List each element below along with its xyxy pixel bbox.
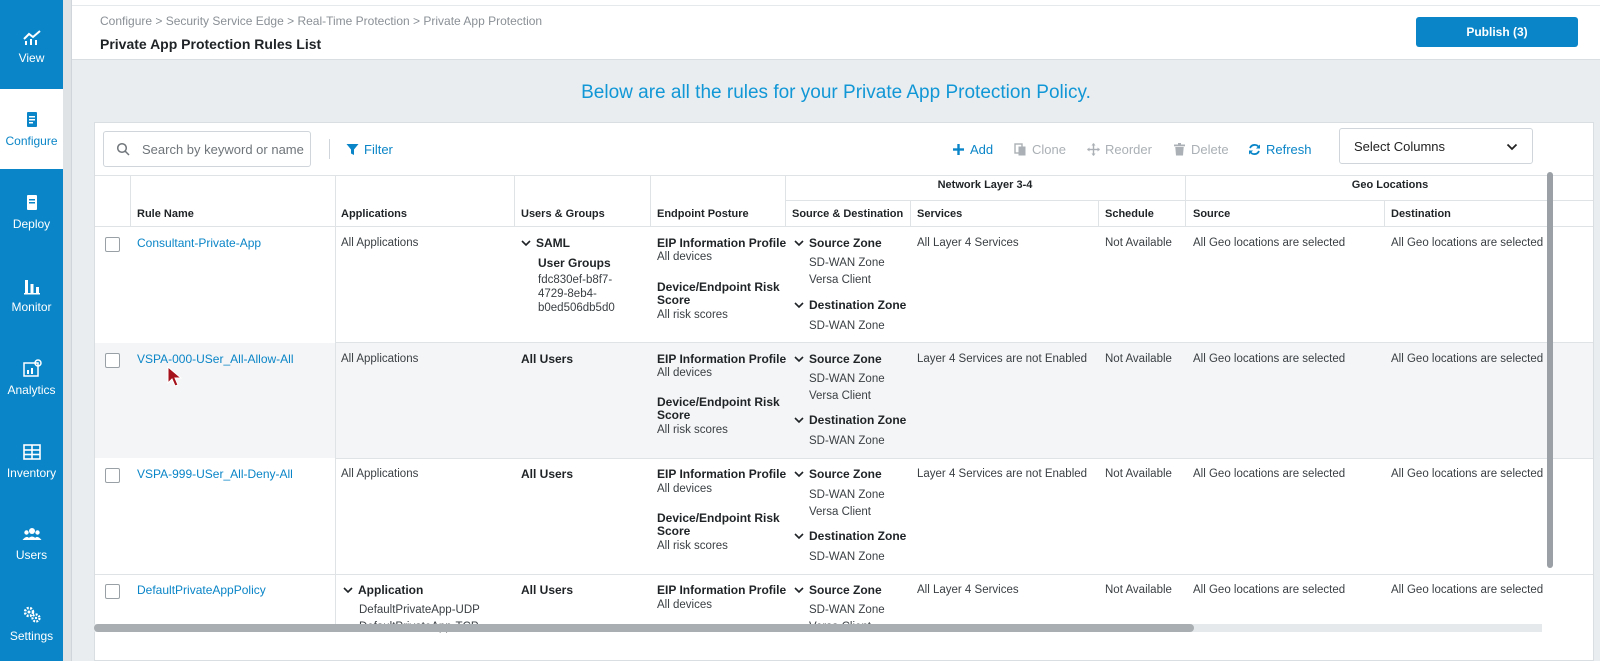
users-value: All Users bbox=[521, 467, 574, 481]
page-header bbox=[72, 0, 1600, 60]
header-top-line bbox=[72, 0, 1600, 6]
zone-value: SD-WAN Zone bbox=[809, 435, 885, 447]
deploy-icon bbox=[22, 193, 42, 213]
document-icon bbox=[22, 110, 42, 130]
group-id-line: 4729-8eb4- bbox=[538, 288, 597, 300]
rule-name-link[interactable]: Consultant-Private-App bbox=[137, 236, 262, 250]
risk-score-label: Score bbox=[657, 293, 691, 307]
risk-score-value: All risk scores bbox=[657, 309, 728, 321]
geo-source-value: All Geo locations are selected bbox=[1193, 584, 1346, 596]
column-divider bbox=[130, 176, 131, 226]
sidebar-item-configure[interactable] bbox=[0, 89, 63, 169]
toolbar-divider bbox=[329, 139, 330, 159]
risk-score-label: Device/Endpoint Risk bbox=[657, 511, 780, 525]
column-header-geo-destination[interactable]: Destination bbox=[1391, 208, 1451, 220]
sidebar-item-label: Settings bbox=[9, 629, 54, 643]
eip-profile-label: EIP Information Profile bbox=[657, 352, 787, 366]
filter-label: Filter bbox=[364, 142, 393, 157]
sidebar-item-deploy[interactable] bbox=[0, 172, 63, 252]
sidebar-item-analytics[interactable] bbox=[0, 338, 63, 418]
column-header-endpoint-posture[interactable]: Endpoint Posture bbox=[657, 208, 749, 220]
filter-button[interactable] bbox=[346, 123, 393, 176]
chevron-down-icon bbox=[794, 415, 804, 425]
eip-profile-value: All devices bbox=[657, 483, 712, 495]
eip-profile-value: All devices bbox=[657, 251, 712, 263]
risk-score-label: Device/Endpoint Risk bbox=[657, 280, 780, 294]
table-row[interactable] bbox=[95, 343, 1594, 458]
toolbar bbox=[95, 123, 1594, 176]
add-button[interactable] bbox=[952, 123, 993, 176]
eip-profile-value: All devices bbox=[657, 599, 712, 611]
chart-icon bbox=[22, 27, 42, 47]
column-header-geo-source[interactable]: Source bbox=[1193, 208, 1231, 220]
source-zone-label: Source Zone bbox=[809, 352, 882, 366]
group-id-line: b0ed506db5d0 bbox=[538, 302, 615, 314]
row-checkbox[interactable] bbox=[105, 237, 120, 252]
chevron-down-icon bbox=[794, 469, 804, 479]
sidebar-item-monitor[interactable] bbox=[0, 255, 63, 335]
chevron-down-icon bbox=[794, 585, 804, 595]
reorder-button[interactable] bbox=[1087, 123, 1152, 176]
geo-destination-value: All Geo locations are selected bbox=[1391, 237, 1544, 249]
select-columns-label: Select Columns bbox=[1354, 138, 1446, 154]
plus-icon bbox=[952, 143, 965, 156]
filter-icon bbox=[346, 143, 359, 156]
row-checkbox[interactable] bbox=[105, 468, 120, 483]
column-divider bbox=[1384, 200, 1385, 226]
vertical-scrollbar[interactable] bbox=[1547, 172, 1553, 568]
column-header-applications[interactable]: Applications bbox=[341, 208, 408, 220]
services-value: Layer 4 Services are not Enabled bbox=[917, 468, 1088, 480]
application-group-toggle[interactable] bbox=[343, 582, 423, 598]
mouse-cursor-icon bbox=[167, 366, 183, 388]
source-zone-toggle[interactable] bbox=[794, 582, 882, 598]
zone-value: Versa Client bbox=[809, 390, 872, 402]
sidebar-item-settings[interactable] bbox=[0, 584, 63, 661]
refresh-icon bbox=[1248, 143, 1261, 156]
select-columns-dropdown[interactable] bbox=[1339, 128, 1533, 164]
add-label: Add bbox=[970, 142, 994, 157]
column-divider bbox=[650, 176, 651, 226]
source-zone-label: Source Zone bbox=[809, 236, 882, 250]
rule-name-link[interactable]: DefaultPrivateAppPolicy bbox=[137, 583, 266, 597]
column-divider bbox=[1185, 176, 1186, 226]
schedule-value: Not Available bbox=[1105, 353, 1172, 365]
source-zone-toggle[interactable] bbox=[794, 466, 882, 482]
applications-value: All Applications bbox=[341, 237, 419, 249]
geo-source-value: All Geo locations are selected bbox=[1193, 353, 1346, 365]
horizontal-scrollbar[interactable] bbox=[94, 624, 1194, 632]
destination-zone-toggle[interactable] bbox=[794, 297, 906, 313]
sidebar-item-label: Analytics bbox=[7, 383, 56, 397]
destination-zone-label: Destination Zone bbox=[809, 298, 907, 312]
chevron-down-icon bbox=[343, 585, 353, 595]
geo-source-value: All Geo locations are selected bbox=[1193, 468, 1346, 480]
zone-value: Versa Client bbox=[809, 506, 872, 518]
services-value: Layer 4 Services are not Enabled bbox=[917, 353, 1088, 365]
zone-value: SD-WAN Zone bbox=[809, 373, 885, 385]
delete-label: Delete bbox=[1191, 142, 1229, 157]
destination-zone-toggle[interactable] bbox=[794, 412, 906, 428]
source-zone-toggle[interactable] bbox=[794, 351, 882, 367]
rule-name-link[interactable]: VSPA-999-USer_All-Deny-All bbox=[137, 467, 293, 481]
column-header-users-groups[interactable]: Users & Groups bbox=[521, 208, 605, 220]
column-header-source-destination[interactable]: Source & Destination bbox=[792, 208, 904, 220]
row-checkbox[interactable] bbox=[105, 353, 120, 368]
column-divider bbox=[335, 176, 336, 626]
publish-button[interactable]: Publish (3) bbox=[1416, 17, 1578, 47]
zone-value: Versa Client bbox=[809, 274, 872, 286]
column-header-rule-name[interactable]: Rule Name bbox=[137, 208, 194, 220]
zone-value: SD-WAN Zone bbox=[809, 257, 885, 269]
zone-value: SD-WAN Zone bbox=[809, 551, 885, 563]
risk-score-value: All risk scores bbox=[657, 540, 728, 552]
sidebar bbox=[0, 0, 63, 661]
table-row[interactable] bbox=[95, 227, 1594, 342]
reorder-label: Reorder bbox=[1105, 142, 1152, 157]
schedule-value: Not Available bbox=[1105, 237, 1172, 249]
source-zone-label: Source Zone bbox=[809, 467, 882, 481]
geo-source-value: All Geo locations are selected bbox=[1193, 237, 1346, 249]
row-checkbox[interactable] bbox=[105, 584, 120, 599]
geo-destination-value: All Geo locations are selected bbox=[1391, 468, 1544, 480]
eip-profile-value: All devices bbox=[657, 367, 712, 379]
saml-label: SAML bbox=[536, 236, 570, 250]
trash-icon bbox=[1173, 143, 1186, 156]
applications-value: All Applications bbox=[341, 353, 419, 365]
eip-profile-label: EIP Information Profile bbox=[657, 236, 787, 250]
inventory-icon bbox=[22, 442, 42, 462]
sidebar-item-users[interactable] bbox=[0, 503, 63, 583]
risk-score-label: Score bbox=[657, 524, 691, 538]
sidebar-item-label: Inventory bbox=[6, 466, 57, 480]
clone-button[interactable] bbox=[1014, 123, 1066, 176]
chevron-down-icon bbox=[521, 238, 531, 248]
application-value: DefaultPrivateApp-UDP bbox=[359, 604, 480, 616]
chevron-down-icon bbox=[1506, 141, 1518, 153]
chevron-down-icon bbox=[794, 531, 804, 541]
source-zone-label: Source Zone bbox=[809, 583, 882, 597]
chevron-down-icon bbox=[794, 354, 804, 364]
column-divider bbox=[910, 200, 911, 226]
risk-score-label: Device/Endpoint Risk bbox=[657, 395, 780, 409]
bar-chart-icon bbox=[22, 276, 42, 296]
sidebar-item-label: View bbox=[18, 51, 45, 65]
services-value: All Layer 4 Services bbox=[917, 237, 1019, 249]
users-value: All Users bbox=[521, 583, 574, 597]
user-groups-label: User Groups bbox=[538, 256, 611, 270]
risk-score-value: All risk scores bbox=[657, 424, 728, 436]
gear-icon bbox=[22, 605, 42, 625]
chevron-down-icon bbox=[794, 300, 804, 310]
destination-zone-label: Destination Zone bbox=[809, 529, 907, 543]
sidebar-item-inventory[interactable] bbox=[0, 421, 63, 501]
schedule-value: Not Available bbox=[1105, 584, 1172, 596]
move-icon bbox=[1087, 143, 1100, 156]
rules-card bbox=[94, 122, 1594, 661]
column-header-services[interactable]: Services bbox=[917, 208, 963, 220]
column-divider bbox=[514, 176, 515, 226]
sidebar-item-label: Deploy bbox=[12, 217, 51, 231]
sidebar-item-label: Users bbox=[15, 548, 48, 562]
sidebar-edge bbox=[63, 0, 72, 661]
sidebar-item-view[interactable] bbox=[0, 6, 63, 86]
column-divider bbox=[1098, 200, 1099, 226]
clone-icon bbox=[1014, 143, 1027, 156]
clone-label: Clone bbox=[1032, 142, 1066, 157]
refresh-label: Refresh bbox=[1266, 142, 1312, 157]
search-icon bbox=[116, 142, 130, 156]
geo-destination-value: All Geo locations are selected bbox=[1391, 353, 1544, 365]
column-header-schedule[interactable]: Schedule bbox=[1105, 208, 1154, 220]
group-geo-locations: Geo Locations bbox=[1351, 179, 1429, 191]
destination-zone-toggle[interactable] bbox=[794, 528, 906, 544]
risk-score-label: Score bbox=[657, 408, 691, 422]
applications-value: All Applications bbox=[341, 468, 419, 480]
breadcrumb[interactable]: Configure > Security Service Edge > Real-Time Protection > Private App Protection bbox=[100, 14, 543, 28]
zone-value: SD-WAN Zone bbox=[809, 489, 885, 501]
policy-banner: Below are all the rules for your Private App Protection Policy. bbox=[581, 82, 1091, 103]
eip-profile-label: EIP Information Profile bbox=[657, 467, 787, 481]
users-value: All Users bbox=[521, 352, 574, 366]
sidebar-item-label: Monitor bbox=[11, 300, 52, 314]
source-zone-toggle[interactable] bbox=[794, 235, 882, 251]
search-placeholder: Search by keyword or name bbox=[142, 141, 304, 157]
destination-zone-label: Destination Zone bbox=[809, 413, 907, 427]
analytics-icon bbox=[22, 359, 42, 379]
rule-name-link[interactable]: VSPA-000-USer_All-Allow-All bbox=[137, 352, 294, 366]
zone-value: SD-WAN Zone bbox=[809, 604, 885, 616]
services-value: All Layer 4 Services bbox=[917, 584, 1019, 596]
sidebar-item-label: Configure bbox=[5, 134, 58, 148]
table-row[interactable] bbox=[95, 459, 1594, 574]
application-label: Application bbox=[358, 583, 424, 597]
users-icon bbox=[22, 524, 42, 544]
eip-profile-label: EIP Information Profile bbox=[657, 583, 787, 597]
group-header-divider bbox=[785, 200, 1594, 201]
delete-button[interactable] bbox=[1173, 123, 1229, 176]
page-title: Private App Protection Rules List bbox=[100, 36, 322, 52]
chevron-down-icon bbox=[794, 238, 804, 248]
group-network-layer: Network Layer 3-4 bbox=[937, 179, 1033, 191]
column-divider bbox=[785, 176, 786, 226]
group-id-line: fdc830ef-b8f7- bbox=[538, 274, 613, 286]
refresh-button[interactable] bbox=[1248, 123, 1312, 176]
search-input[interactable] bbox=[103, 131, 311, 167]
schedule-value: Not Available bbox=[1105, 468, 1172, 480]
zone-value: SD-WAN Zone bbox=[809, 320, 885, 332]
saml-group-toggle[interactable] bbox=[521, 235, 570, 251]
geo-destination-value: All Geo locations are selected bbox=[1391, 584, 1544, 596]
